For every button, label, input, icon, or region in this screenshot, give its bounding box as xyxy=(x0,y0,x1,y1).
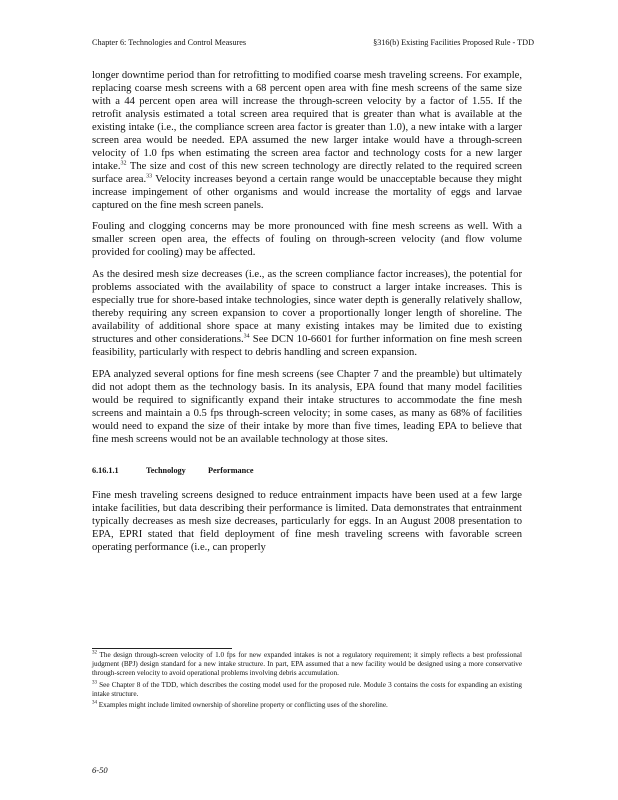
header-chapter-title: Chapter 6: Technologies and Control Measures xyxy=(92,38,247,47)
footnote-ref-33[interactable]: 33 xyxy=(146,173,153,180)
footnote-34: $^{34}$ Examples might include limited ownership of shoreline property or conflicting uses of the shoreline. xyxy=(92,700,388,710)
main-text xyxy=(92,70,522,563)
paragraph-fouling: Fouling and clogging concerns may be more pronounced with fine mesh screens as well. With a smaller screen open area, the effects of fouling on through-screen velocity (and flow volume provided for cooling) may be affected. xyxy=(92,221,522,259)
paragraph-epa-analysis: EPA analyzed several options for fine mesh screens (see Chapter 7 and the preamble) but ultimately did not adopt them as the technology basis. In its analysis, EPA found that many model facilities would be required to significantly expand their intake structures to accommodate the fine mesh screens and maintain a 0.5 fps through-screen velocity; in some cases, as many as 68% of facilities would need to expand the size of their intake by more than five times, leading EPA to believe that fine mesh screens would not be an available technology at those sites. xyxy=(92,369,522,445)
footnote-ref-34[interactable]: 34 xyxy=(243,333,250,340)
paragraph-mesh-size: As the desired mesh size decreases (i.e., as the screen compliance factor increases), the potential for problems associated with the availability of space to construct a larger intake increases. This is especially true for shore-based intake technologies, since water depth is generally relatively shallow, thereby requiring any screen expansion to cover a proportionally longer length of shoreline. The availability of additional shore space at many existing intakes may be limited due to existing structures and other considerations.$^{34}$ See DCN 10-6601 for further information on fine mesh screen feasibility, particularly with respect to debris handling and screen expansion. xyxy=(92,269,523,359)
page-number: 6-50 xyxy=(92,765,108,775)
section-title-part-2: Performance xyxy=(208,465,254,475)
footnotes xyxy=(92,651,522,712)
footnote-32: $^{32}$ The design through-screen velocity of 1.0 fps for new expanded intakes is not a regulatory requirement; it simply reflects a best professional judgment (BPJ) design standard for a new intake structure. In part, EPA assumed that a new facility would be designed using a more conservative through-screen velocity to avoid operational problems involving debris accumulation. xyxy=(92,650,522,678)
section-number: 6.16.1.1 xyxy=(92,465,119,475)
footnote-33: $^{33}$ See Chapter 8 of the TDD, which describes the costing model used for the proposed rule. Module 3 contains the costs for expanding an existing intake structure. xyxy=(92,680,522,698)
paragraph-downtime: longer downtime period than for retrofitting to modified coarse mesh traveling screens. For example, replacing coarse mesh screens with a 68 percent open area with fine mesh screens of the same size with a 44 percent open area will increase the through-screen velocity by a factor of 1.55. If the retrofit analysis estimated a total screen area required that is greater than what is available at the existing intake (i.e., the compliance screen area factor is greater than 1.0), a new intake with a larger screen area would be needed. EPA assumed the new larger intake would have a through-screen velocity of 1.0 fps when estimating the screen area factor and technology costs for a new larger intake.$^{32}$ The size and cost of this new screen technology are directly related to the required screen surface area.$^{33}$ Velocity increases beyond a certain range would be unacceptable because they might increase impingement of other organisms and would increase the mortality of eggs and larvae captured on the fine mesh screen panels. xyxy=(92,70,522,211)
paragraph-performance: Fine mesh traveling screens designed to reduce entrainment impacts have been used at a few large intake facilities, but data describing their performance is limited. Data demonstrates that entrainment typically decreases as mesh size decreases, particularly for eggs. In an August 2008 presentation to EPA, EPRI stated that field deployment of fine mesh traveling screens with favorable screen operating performance (i.e., can properly xyxy=(92,489,522,553)
footnote-ref-32[interactable]: 32 xyxy=(120,160,127,167)
section-title-part-1: Technology xyxy=(146,465,186,475)
footnote-divider xyxy=(92,648,232,649)
section-heading xyxy=(92,465,522,478)
header-document-title: §316(b) Existing Facilities Proposed Rule - TDD xyxy=(373,38,534,47)
